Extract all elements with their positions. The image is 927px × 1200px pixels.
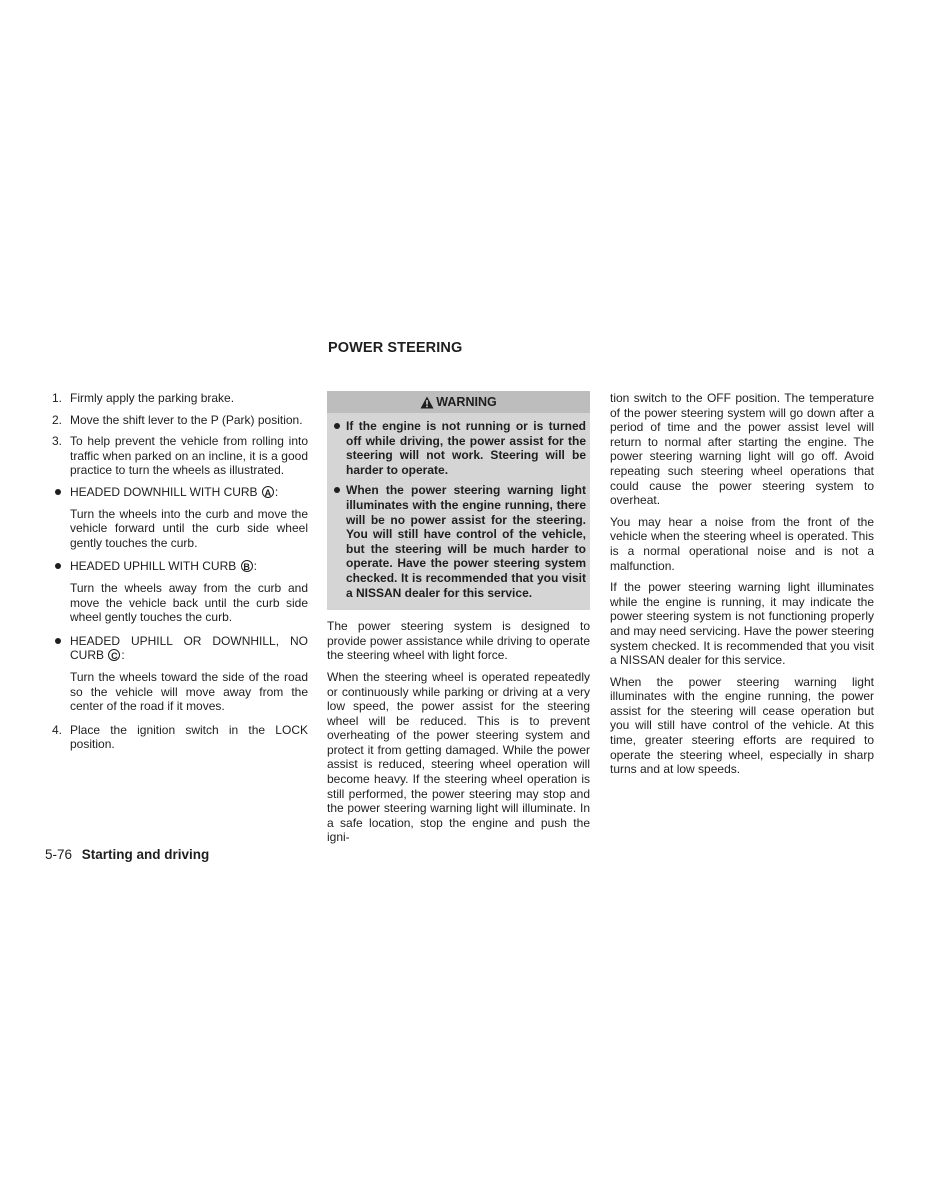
page-number: 5-76 [45,847,73,862]
step-3 [50,434,308,478]
paragraph: If the power steering warning light illuminates while the engine is running, it may indicate the power steering system is not functioning properly and may need servicing. Have the power steering system checked. It is recommended that you visit a NISSAN dealer for this service. [610,580,874,668]
bullet-icon [55,563,61,569]
warning-item-text: When the power steering warning light illuminates with the engine running, there will be no power assist for the steering. You will still have control of the vehicle, but the steering will be much harder to operate. Have the power steering system checked. It is recommended that you visit a NISSAN dealer for this service. [346,483,586,600]
paragraph: When the steering wheel is operated repeatedly or continuously while parking or driving at a very low speed, the power assist for the steering wheel will be reduced. This is to prevent overheating of the power steering system and protect it from getting damaged. While the power assist is reduced, steering wheel operation will become heavy. If the steering wheel operation is still performed, the power steering may stop and the power steering warning light will illuminate. In a safe location, stop the engine and push the igni- [327,669,590,845]
warning-item [331,419,586,477]
curb-a-text: Turn the wheels into the curb and move the vehicle forward until the curb side wheel gently touches the curb. [70,506,308,550]
paragraph: You may hear a noise from the front of the vehicle when the steering wheel is operated. This is a normal operational noise and is not a malfunction. [610,514,874,573]
warning-header [327,391,590,413]
bullet-icon [334,487,340,493]
step-text: To help prevent the vehicle from rolling into traffic when parked on an incline, it is a good practice to turn the wheels as illustrated. [70,434,308,478]
footer-section-label: Starting and driving [81,847,210,862]
warning-title: WARNING [436,394,497,409]
paragraph: tion switch to the OFF position. The temperature of the power steering system will go down after a period of time and the power assist level will return to normal after starting the engine. The power steering warning light will go off. Avoid repeating such steering wheel operations that could cause the power steering system to overheat. [610,391,874,508]
heading-text: HEADED UPHILL WITH CURB [70,559,237,574]
step-text: Place the ignition switch in the LOCK position. [70,722,308,752]
marker-b-icon: B [241,560,253,572]
heading-text: HEADED DOWNHILL WITH CURB [70,484,258,499]
curb-c-text: Turn the wheels toward the side of the road so the vehicle will move away from the center of the road if it moves. [70,669,308,714]
step-number: 3. [52,434,63,449]
curb-a-heading: HEADED DOWNHILL WITH CURB A : [50,485,308,500]
step-number: 1. [52,391,63,405]
marker-a-icon: A [262,486,274,498]
curb-c-heading: HEADED UPHILL OR DOWNHILL, NO CURB C : [50,634,308,663]
curb-b-heading: HEADED UPHILL WITH CURB B : [50,559,308,574]
step-2 [50,413,308,428]
warning-box [327,391,590,610]
warning-item [331,483,586,600]
step-text: Firmly apply the parking brake. [70,391,235,405]
bullet-icon [55,638,61,644]
curb-b-text: Turn the wheels away from the curb and move the vehicle back until the curb side wheel gently touches the curb. [70,580,308,625]
page-footer [45,847,209,862]
paragraph: When the power steering warning light illuminates with the engine running, the power assist for the steering will cease operation but you will still have control of the vehicle. At this time, greater steering efforts are required to operate the steering wheel, especially in sharp turns and at low speeds. [610,674,874,777]
marker-c-icon: C [108,649,120,661]
step-4 [50,723,308,752]
section-title: POWER STEERING [328,340,463,356]
left-column [50,391,308,759]
warning-triangle-icon [420,396,434,409]
bullet-icon [55,489,61,495]
paragraph: The power steering system is designed to provide power assistance while driving to operate the steering wheel with light force. [327,619,590,663]
right-column [610,391,874,784]
step-number: 2. [52,412,63,427]
heading-text: HEADED UPHILL OR DOWNHILL, NO CURB [70,633,308,663]
step-text: Move the shift lever to the P (Park) position. [70,412,303,427]
step-1 [50,391,308,406]
step-number: 4. [52,722,63,737]
bullet-icon [334,423,340,429]
middle-column [327,391,590,852]
warning-item-text: If the engine is not running or is turned off while driving, the power assist for the steering will not work. Steering will be harder to operate. [346,419,586,477]
